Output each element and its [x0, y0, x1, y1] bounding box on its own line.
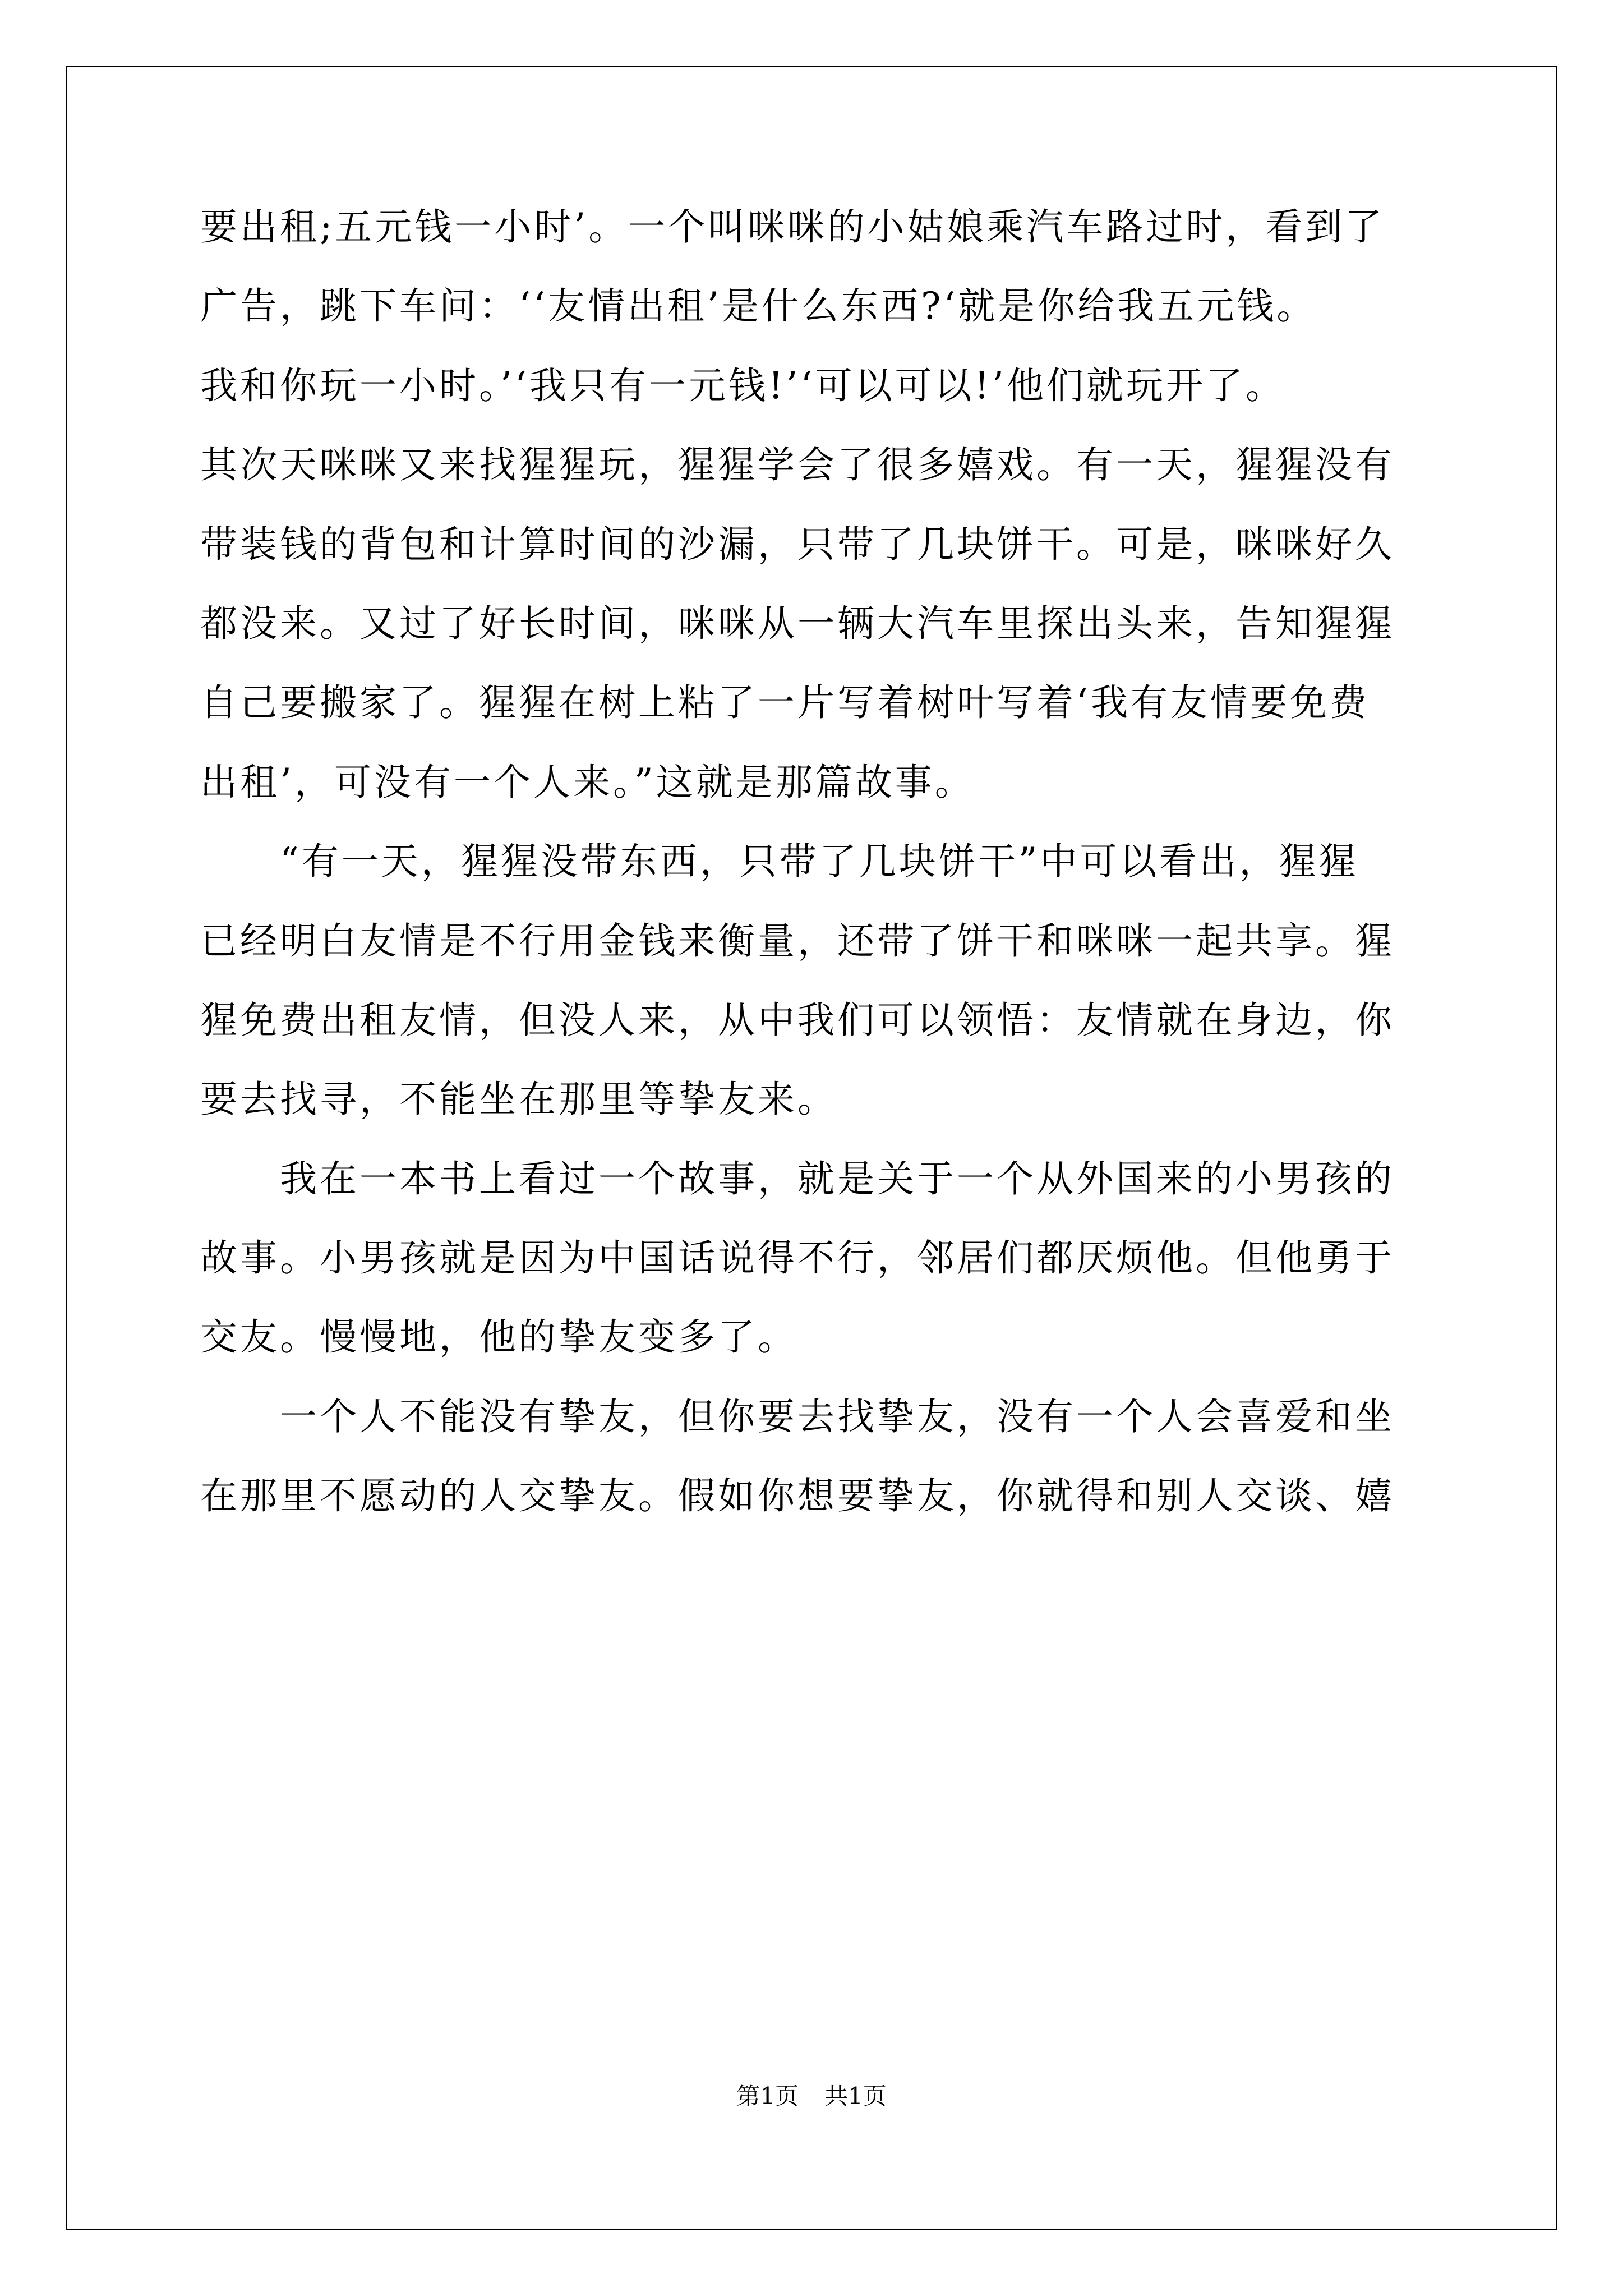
text-line: 带装钱的背包和计算时间的沙漏，只带了几块饼干。可是，咪咪好久 — [200, 522, 1395, 566]
page-number-total: 共1页 — [824, 2082, 887, 2110]
text-line: “有一天，猩猩没带东西，只带了几块饼干”中可以看出，猩猩 — [280, 840, 1359, 884]
text-line: 自己要搬家了。猩猩在树上粘了一片写着树叶写着‘我有友情要免费 — [200, 681, 1370, 725]
text-line: 要出租;五元钱一小时’。一个叫咪咪的小姑娘乘汽车路过时，看到了 — [200, 205, 1385, 249]
text-line: 广告，跳下车问：‘‘友情出租’是什么东西?‘就是你给我五元钱。 — [200, 284, 1317, 328]
text-line: 已经明白友情是不行用金钱来衡量，还带了饼干和咪咪一起共享。猩 — [200, 919, 1395, 963]
text-line: 在那里不愿动的人交挚友。假如你想要挚友，你就得和别人交谈、嬉 — [200, 1474, 1395, 1518]
text-line: 出租’，可没有一个人来。”这就是那篇故事。 — [200, 760, 975, 804]
text-line: 故事。小男孩就是因为中国话说得不行，邻居们都厌烦他。但他勇于 — [200, 1236, 1395, 1280]
text-line: 要去找寻，不能坐在那里等挚友来。 — [200, 1078, 837, 1121]
page-number-current: 第1页 — [736, 2082, 799, 2110]
document-body — [200, 187, 1431, 1536]
text-line: 我在一本书上看过一个故事，就是关于一个从外国来的小男孩的 — [280, 1157, 1395, 1200]
text-line: 我和你玩一小时。’‘我只有一元钱!’‘可以可以!’他们就玩开了。 — [200, 364, 1285, 407]
text-line: 其次天咪咪又来找猩猩玩，猩猩学会了很多嬉戏。有一天，猩猩没有 — [200, 443, 1395, 487]
text-line: 都没来。又过了好长时间，咪咪从一辆大汽车里探出头来，告知猩猩 — [200, 601, 1395, 645]
text-line: 一个人不能没有挚友，但你要去找挚友，没有一个人会喜爱和坐 — [280, 1395, 1395, 1438]
text-line: 猩免费出租友情，但没人来，从中我们可以领悟：友情就在身边，你 — [200, 998, 1395, 1042]
page-footer — [0, 2082, 1623, 2110]
text-line: 交友。慢慢地，他的挚友变多了。 — [200, 1315, 797, 1359]
